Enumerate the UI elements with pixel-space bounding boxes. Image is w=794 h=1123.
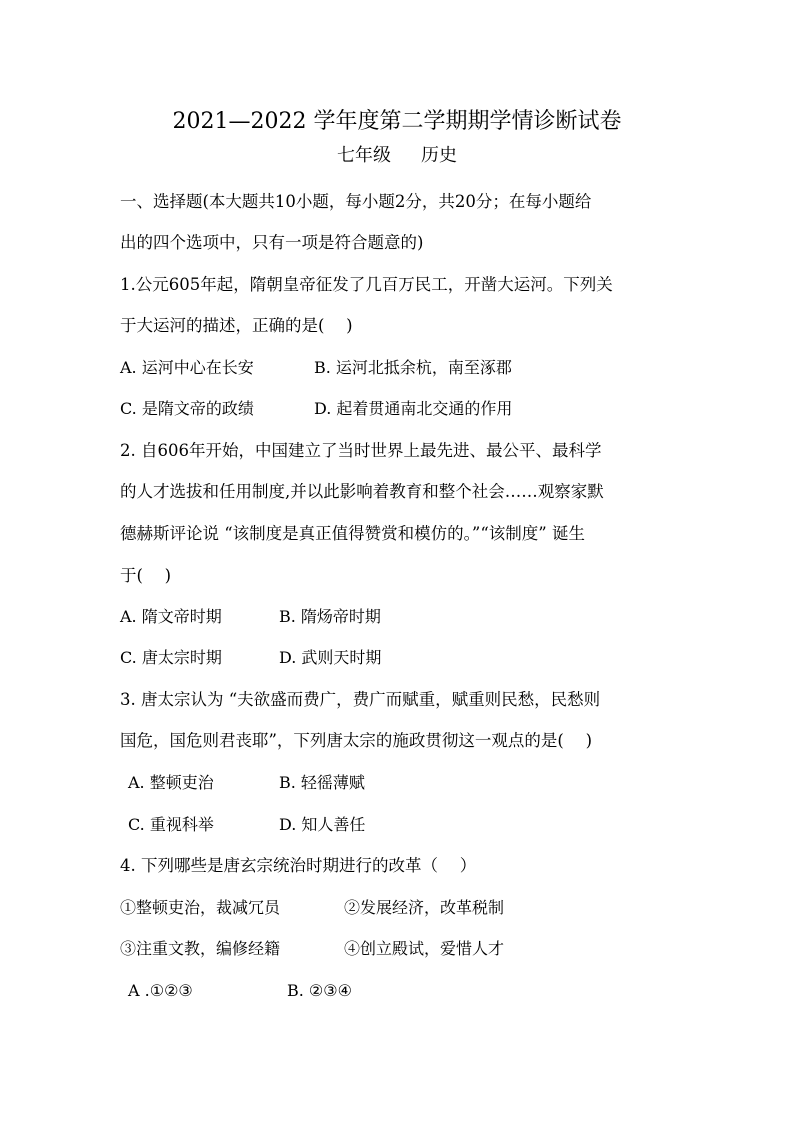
question-4-item-1: ①整顿吏治，裁减冗员	[120, 898, 281, 917]
question-1-option-a: A. 运河中心在长安	[120, 358, 254, 377]
section-heading-line-2: 出的四个选项中，只有一项是符合题意的)	[120, 233, 424, 252]
question-4-item-3: ③注重文教，编修经籍	[120, 939, 281, 958]
question-2-line-3: 德赫斯评论说 “该制度是真正值得赞赏和模仿的。”“该制度” 诞生	[120, 524, 585, 543]
question-2-option-b: B. 隋炀帝时期	[279, 607, 381, 626]
question-4-option-a: A .①②③	[128, 981, 193, 1000]
question-3-option-a: A. 整顿吏治	[128, 773, 214, 792]
question-1-option-d: D. 起着贯通南北交通的作用	[314, 399, 513, 418]
question-2-option-c: C. 唐太宗时期	[120, 648, 222, 667]
question-4-item-4: ④创立殿试，爱惜人才	[344, 939, 505, 958]
question-3-line-2: 国危，国危则君丧耶”，下列唐太宗的施政贯彻这一观点的是( )	[120, 731, 593, 750]
question-2-line-4: 于( )	[120, 566, 172, 585]
exam-subtitle	[0, 141, 794, 167]
question-2-line-1: 2. 自606年开始，中国建立了当时世界上最先进、最公平、最科学	[120, 441, 602, 460]
question-3-option-d: D. 知人善任	[279, 815, 366, 834]
question-2-option-a: A. 隋文帝时期	[120, 607, 222, 626]
question-1-line-1: 1.公元605年起，隋朝皇帝征发了几百万民工，开凿大运河。下列关	[120, 275, 613, 294]
question-4-line-1: 4. 下列哪些是唐玄宗统治时期进行的改革（ ）	[120, 856, 477, 875]
question-3-option-b: B. 轻徭薄赋	[279, 773, 365, 792]
subject-label: 历史	[421, 145, 457, 166]
section-heading-line-1: 一、选择题(本大题共10小题，每小题2分，共20分；在每小题给	[120, 192, 592, 211]
question-2-option-d: D. 武则天时期	[279, 648, 382, 667]
question-4-option-b: B. ②③④	[287, 981, 352, 1000]
question-2-line-2: 的人才选拔和任用制度,并以此影响着教育和整个社会……观察家默	[120, 482, 604, 501]
question-3-option-c: C. 重视科举	[128, 815, 214, 834]
grade-label: 七年级	[337, 145, 391, 166]
question-1-line-2: 于大运河的描述，正确的是( )	[120, 316, 353, 335]
question-4-item-2: ②发展经济，改革税制	[344, 898, 505, 917]
question-1-option-b: B. 运河北抵余杭，南至涿郡	[314, 358, 512, 377]
question-3-line-1: 3. 唐太宗认为 “夫欲盛而费广，费广而赋重，赋重则民愁，民愁则	[120, 690, 601, 709]
question-1-option-c: C. 是隋文帝的政绩	[120, 399, 254, 418]
exam-title: 2021—2022 学年度第二学期期学情诊断试卷	[172, 109, 622, 134]
